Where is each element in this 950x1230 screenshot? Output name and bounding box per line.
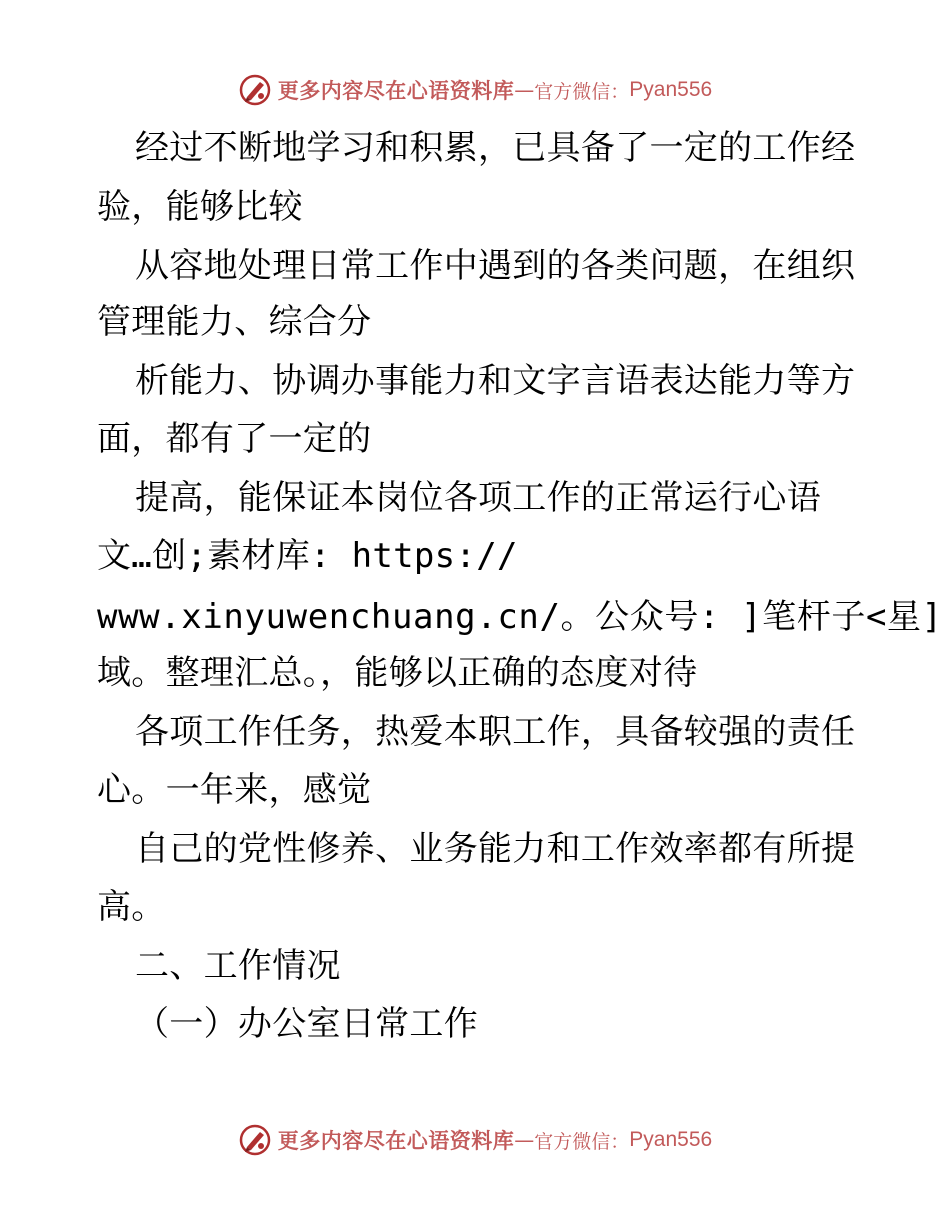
body-line: 自己的党性修养、业务能力和工作效率都有所提 bbox=[135, 829, 856, 869]
footer-banner bbox=[0, 1120, 950, 1160]
body-line: 高。 bbox=[97, 887, 166, 927]
header-wechat-label: 官方微信： bbox=[534, 80, 630, 103]
body-line: 面，都有了一定的 bbox=[97, 419, 372, 459]
body-line: www.xinyuwenchuang.cn/。公众号: ]笔杆子<星] bbox=[97, 597, 943, 637]
body-line: 析能力、协调办事能力和文字言语表达能力等方 bbox=[135, 361, 856, 401]
footer-wechat-id: Pyan556 bbox=[629, 1128, 713, 1151]
subsection-heading: （一）办公室日常工作 bbox=[135, 1004, 478, 1044]
body-line: 从容地处理日常工作中遇到的各类问题，在组织 bbox=[135, 246, 856, 286]
footer-brand: 更多内容尽在心语资料库 bbox=[277, 1128, 515, 1153]
header-brand: 更多内容尽在心语资料库 bbox=[277, 78, 515, 103]
body-line: 域。整理汇总。，能够以正确的态度对待 bbox=[97, 653, 698, 693]
body-line: 管理能力、综合分 bbox=[97, 302, 372, 342]
body-line: 各项工作任务，热爱本职工作，具备较强的责任 bbox=[135, 712, 856, 752]
body-line: 提高，能保证本岗位各项工作的正常运行心语 bbox=[135, 478, 821, 518]
body-line: 验，能够比较 bbox=[97, 187, 303, 227]
body-line: 经过不断地学习和积累，已具备了一定的工作经 bbox=[135, 128, 856, 168]
header-separator: — bbox=[514, 78, 535, 102]
section-heading: 二、工作情况 bbox=[135, 946, 341, 986]
footer-wechat-label: 官方微信： bbox=[534, 1130, 630, 1153]
body-line: 文…创;素材库: https:// bbox=[97, 536, 518, 576]
pen-seal-icon bbox=[238, 1123, 272, 1157]
footer-separator: — bbox=[514, 1128, 535, 1152]
body-line: 心。一年来，感觉 bbox=[97, 770, 372, 810]
header-wechat-id: Pyan556 bbox=[629, 78, 713, 101]
